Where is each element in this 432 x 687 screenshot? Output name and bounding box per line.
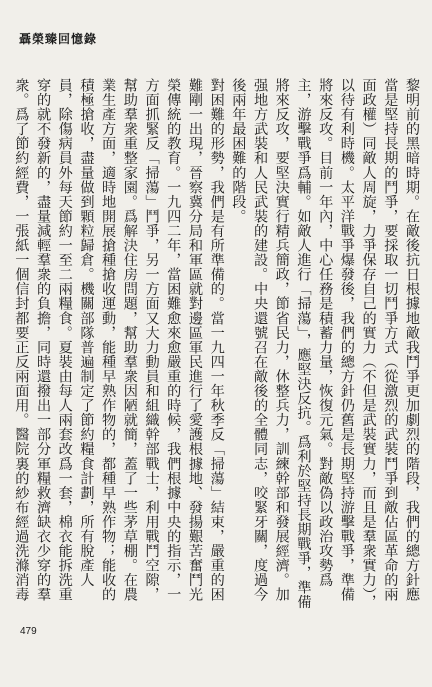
body-paragraph: 黎明前的黑暗時期。在敵後抗日根據地敵我鬥爭更加劇烈的階段，我們的總方針應當是堅持長期的鬥爭，要採取一切鬥爭方式（從激烈的武裝鬥爭到敵佔區革命的兩面政權）同敵人周旋，力爭保存自己的實力（不但是武裝實力，而且是羣衆實力），以待有利時機。太平洋戰爭爆發後，我們的總方針仍舊是長期堅持游擊戰爭，準備將來反攻。目前一年內，中心任務是積蓄力量，恢復元氣。對敵偽以政治攻勢爲主，游擊戰爭爲輔。如敵人進行「掃蕩」，應堅決反抗。爲利於堅持長期戰爭，準備將來反攻，要堅決實行精兵簡政，節省民力，休整兵力，訓練幹部和發展經濟。加强地方武裝和人民武裝的建設。中央還號召在敵後的全體同志，咬緊牙關，度過今後兩年最困難的階段。 [230, 78, 420, 610]
vertical-text-body [13, 78, 422, 613]
running-header: 聶榮臻回憶錄 [19, 32, 98, 46]
page-number: 479 [20, 626, 37, 637]
body-paragraph: 對困難的形勢，我們是有所準備的。當一九四一年秋季反「掃蕩」結束，嚴重的困難剛一出現，晉察冀分局和軍區就對邊區軍民進行了愛護根據地、發揚艱苦奮鬥光榮傳統的教育。一九四二年，當困難愈來愈嚴重的時候，我們根據中央的指示，一方面抓緊反「掃蕩」鬥爭，另一方面又大力動員和組織幹部戰士，利用戰鬥空隙，幫助羣衆重整家園。爲解決住房問題，幫助羣衆因陋就簡，蓋了一些茅草棚。在農業生產方面，適時地開展搶種搶收運動，能種早熟作物的，都種早熟作物；能收的積極搶收，盡量做到顆粒歸倉。機關部隊普遍制定了節約糧食計劃，所有脫產人員，除傷病員外每天節約一至二兩糧食。夏裝由每人兩套改爲一套，棉衣能拆洗重穿的就不發新的，盡量減輕羣衆的負擔，同時還撥出一部分軍糧救濟缺衣少穿的羣衆。爲了節約經費，一張紙一個信封都要正反兩面用。醫院裏的紗布經過洗滌消毒 [13, 78, 225, 602]
